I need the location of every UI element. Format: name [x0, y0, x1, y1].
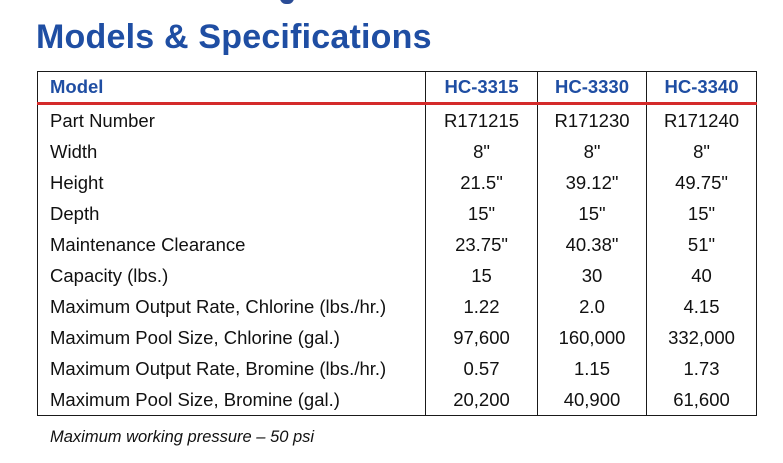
header-model-3: HC-3340	[647, 72, 757, 104]
cell-value: 30	[538, 260, 647, 291]
page-title: Models & Specifications	[36, 18, 432, 56]
table-header-row	[38, 72, 757, 104]
row-label: Maximum Pool Size, Bromine (gal.)	[38, 384, 426, 416]
row-label: Maintenance Clearance	[38, 229, 426, 260]
cell-value: 8"	[426, 136, 538, 167]
row-label: Maximum Pool Size, Chlorine (gal.)	[38, 322, 426, 353]
cell-value: 15"	[647, 198, 757, 229]
cell-value: 97,600	[426, 322, 538, 353]
row-label: Width	[38, 136, 426, 167]
header-model-1: HC-3315	[426, 72, 538, 104]
header-model-2: HC-3330	[538, 72, 647, 104]
cell-value: 39.12"	[538, 167, 647, 198]
row-label: Maximum Output Rate, Chlorine (lbs./hr.)	[38, 291, 426, 322]
cell-value: 40	[647, 260, 757, 291]
table-row	[38, 291, 757, 322]
cell-value: 0.57	[426, 353, 538, 384]
cell-value: 15	[426, 260, 538, 291]
table-row	[38, 353, 757, 384]
cell-value: 21.5"	[426, 167, 538, 198]
cell-value: 20,200	[426, 384, 538, 416]
cell-value: 15"	[426, 198, 538, 229]
row-label: Capacity (lbs.)	[38, 260, 426, 291]
cell-value: 51"	[647, 229, 757, 260]
cell-value: 15"	[538, 198, 647, 229]
cell-value: 1.22	[426, 291, 538, 322]
table-row	[38, 229, 757, 260]
table-row	[38, 104, 757, 137]
cut-off-glyph	[280, 0, 294, 4]
cell-value: 160,000	[538, 322, 647, 353]
cell-value: 23.75"	[426, 229, 538, 260]
table-row	[38, 136, 757, 167]
row-label: Maximum Output Rate, Bromine (lbs./hr.)	[38, 353, 426, 384]
cell-value: R171240	[647, 104, 757, 137]
cell-value: R171230	[538, 104, 647, 137]
table-row	[38, 260, 757, 291]
table-row	[38, 384, 757, 416]
cell-value: 8"	[647, 136, 757, 167]
table-row	[38, 167, 757, 198]
cell-value: 40,900	[538, 384, 647, 416]
cell-value: 40.38"	[538, 229, 647, 260]
footnote: Maximum working pressure – 50 psi	[50, 428, 315, 446]
cell-value: 332,000	[647, 322, 757, 353]
row-label: Depth	[38, 198, 426, 229]
table-row	[38, 322, 757, 353]
cell-value: 2.0	[538, 291, 647, 322]
cell-value: 61,600	[647, 384, 757, 416]
cell-value: 8"	[538, 136, 647, 167]
cell-value: R171215	[426, 104, 538, 137]
row-label: Part Number	[38, 104, 426, 137]
row-label: Height	[38, 167, 426, 198]
cell-value: 4.15	[647, 291, 757, 322]
cell-value: 1.73	[647, 353, 757, 384]
specifications-table	[37, 71, 757, 416]
cell-value: 1.15	[538, 353, 647, 384]
header-model-label: Model	[38, 72, 426, 104]
cell-value: 49.75"	[647, 167, 757, 198]
table-row	[38, 198, 757, 229]
